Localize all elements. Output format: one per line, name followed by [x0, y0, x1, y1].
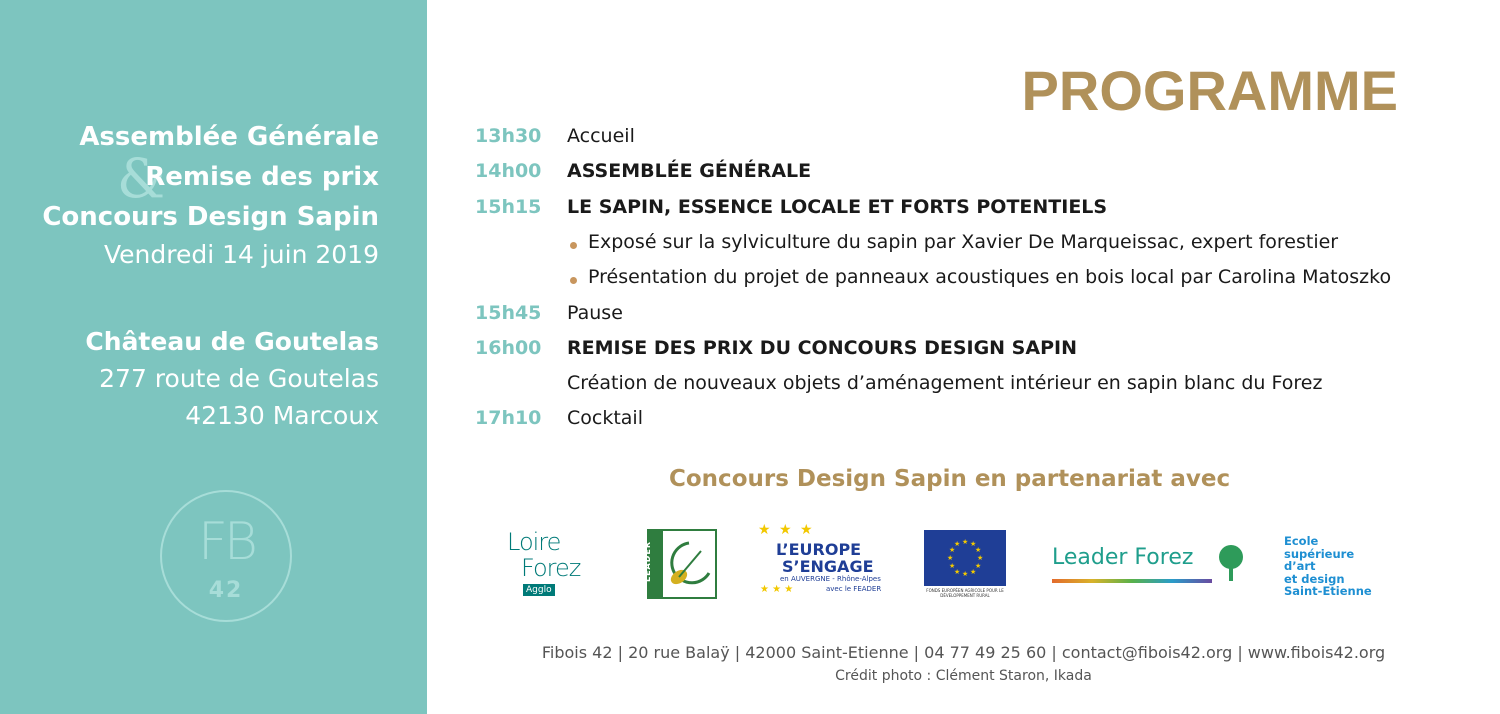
europe-logo-line2: S’ENGAGE [782, 557, 874, 576]
schedule-time: 13h30 [475, 125, 542, 147]
ecole-logo-line2: supérieure [1284, 546, 1355, 561]
svg-text:★: ★ [970, 540, 977, 548]
schedule-label: Cocktail [567, 407, 643, 429]
schedule-label: Création de nouveaux objets d’aménagement intérieur en sapin blanc du Forez [567, 372, 1323, 394]
eu-flag-icon [924, 530, 1006, 586]
europe-logo-line4: avec le FEADER [826, 585, 882, 593]
left-panel [0, 0, 427, 714]
europe-logo-line3: en AUVERGNE - Rhône-Alpes [780, 575, 881, 583]
schedule-label: ASSEMBLÉE GÉNÉRALE [567, 160, 812, 182]
svg-text:★: ★ [954, 568, 961, 576]
ecole-logo-line5: Saint-Etienne [1284, 584, 1372, 598]
svg-text:★: ★ [949, 562, 956, 570]
ecole-logo-line4: et design [1284, 571, 1345, 586]
ampersand: & [117, 147, 166, 210]
venue-address-city: 42130 Marcoux [185, 401, 379, 430]
svg-text:★: ★ [962, 538, 969, 546]
partner-heading: Concours Design Sapin en partenariat avec [669, 466, 1231, 492]
schedule-label: REMISE DES PRIX DU CONCOURS DESIGN SAPIN [567, 337, 1077, 359]
svg-text:★: ★ [975, 562, 982, 570]
venue-address-street: 277 route de Goutelas [99, 364, 379, 393]
leader-leaf-icon [665, 537, 713, 591]
bullet-icon [570, 277, 577, 284]
europe-stars-icon: ★ ★ ★ [758, 522, 815, 538]
schedule-time: 14h00 [475, 160, 542, 182]
leader-forez-logo [1052, 545, 1248, 590]
fibois-logo-number: 42 [208, 578, 244, 603]
svg-text:★: ★ [970, 568, 977, 576]
bullet-icon [570, 242, 577, 249]
tree-icon [1214, 543, 1248, 585]
loire-forez-logo [505, 528, 605, 598]
schedule-subitem: Exposé sur la sylviculture du sapin par Xavier De Marqueissac, expert forestier [588, 231, 1339, 253]
leader-forez-logo-bar [1052, 579, 1212, 583]
europe-stars-bottom-icon: ★ ★ ★ [760, 584, 794, 595]
event-title-prizes: Remise des prix [145, 162, 379, 192]
photo-credit: Crédit photo : Clément Staron, Ikada [835, 668, 1092, 684]
event-date: Vendredi 14 juin 2019 [103, 240, 379, 269]
loire-forez-logo-line2: Forez [521, 554, 581, 582]
programme-title: PROGRAMME [1021, 59, 1398, 122]
svg-text:★: ★ [962, 570, 969, 578]
venue-name: Château de Goutelas [85, 327, 379, 356]
europe-sengage-logo [756, 522, 884, 600]
loire-forez-logo-line1: Loire [507, 528, 561, 556]
event-title-contest: Concours Design Sapin [42, 202, 379, 232]
svg-text:★: ★ [977, 554, 984, 562]
leader-logo-text: LEADER [643, 540, 653, 583]
schedule-time: 15h45 [475, 302, 542, 324]
loire-forez-logo-tag: Agglo [523, 584, 555, 596]
schedule-time: 15h15 [475, 196, 542, 218]
event-title-ag: Assemblée Générale [79, 122, 379, 152]
svg-text:★: ★ [947, 554, 954, 562]
schedule-time: 16h00 [475, 337, 542, 359]
svg-text:★: ★ [975, 546, 982, 554]
schedule-subitem: Présentation du projet de panneaux acoustiques en bois local par Carolina Matoszko [588, 266, 1392, 288]
leader-forez-logo-text: Leader Forez [1052, 545, 1194, 570]
schedule-label: Pause [567, 302, 623, 324]
eu-flag-logo [924, 530, 1006, 604]
ecole-logo-line3: d’art [1284, 559, 1316, 573]
fibois-logo [160, 490, 292, 622]
schedule-time: 17h10 [475, 407, 542, 429]
ecole-logo-line1: Ecole [1284, 534, 1319, 548]
fibois-logo-letters: FB [198, 512, 254, 572]
schedule-label: LE SAPIN, ESSENCE LOCALE ET FORTS POTENTIELS [567, 196, 1108, 218]
footer-contact: Fibois 42 | 20 rue Balaÿ | 42000 Saint-Etienne | 04 77 49 25 60 | contact@fibois42.org | www.fibois42.org [541, 643, 1386, 662]
leader-logo [643, 529, 717, 599]
svg-text:★: ★ [949, 546, 956, 554]
eu-flag-caption: FONDS EUROPÉEN AGRICOLE POUR LE DÉVELOPPEMENT RURAL [926, 588, 1004, 598]
svg-text:★: ★ [954, 540, 961, 548]
europe-logo-line1: L’EUROPE [776, 540, 862, 559]
schedule-label: Accueil [567, 125, 635, 147]
ecole-art-design-logo [1284, 535, 1394, 601]
